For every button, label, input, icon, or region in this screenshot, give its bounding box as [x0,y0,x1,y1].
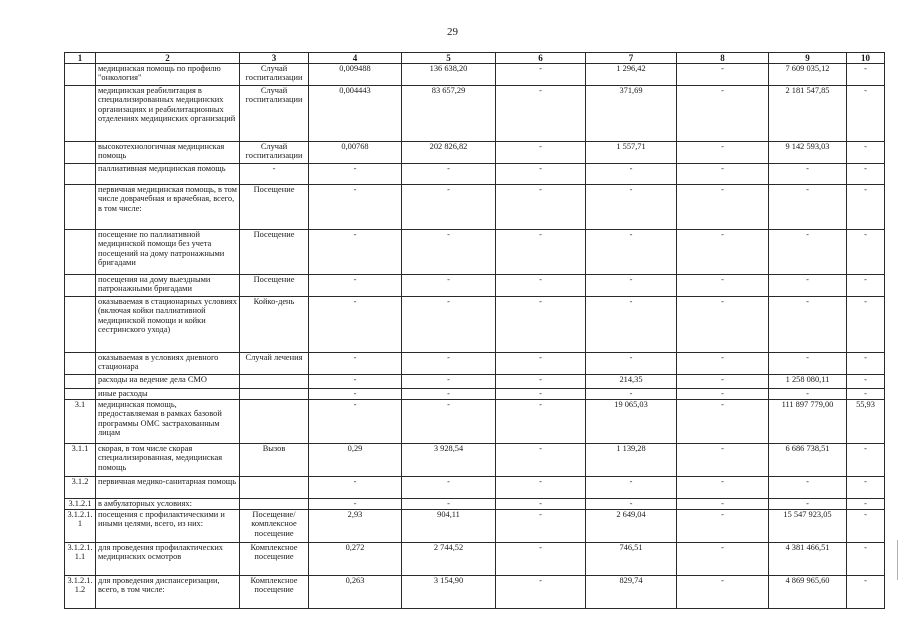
table-cell-col-8: - [677,389,769,400]
table-cell-col-2: расходы на ведение дела СМО [96,375,240,389]
table-cell-col-4: 0,009488 [309,64,402,86]
table-cell-col-2: иные расходы [96,389,240,400]
table-cell-col-4: - [309,389,402,400]
table-cell-col-4: 0,263 [309,576,402,609]
table-cell-col-1: 3.1.2 [65,477,96,499]
table-cell-col-4: - [309,477,402,499]
table-cell-col-4: 0,00768 [309,142,402,164]
table-cell-col-7: 214,35 [586,375,677,389]
table-cell-col-1: 3.1.2.1.1 [65,510,96,543]
table-cell-col-9: 7 609 035,12 [769,64,847,86]
column-header-6: 6 [496,53,586,64]
table-cell-col-3: Посещение/ комплексное посещение [240,510,309,543]
table-cell-col-7: - [586,477,677,499]
table-cell-col-2: в амбулаторных условиях: [96,499,240,510]
table-cell-col-3: Посещение [240,185,309,230]
table-cell-col-10: - [847,353,885,375]
table-cell-col-10: - [847,86,885,142]
table-cell-col-10: - [847,576,885,609]
table-cell-col-3: Случай госпитализации [240,64,309,86]
table-cell-col-3: Случай госпитализации [240,86,309,142]
table-cell-col-7: - [586,297,677,353]
table-cell-col-3: Случай госпитализации [240,142,309,164]
table-cell-col-9: - [769,297,847,353]
table-row [65,275,885,297]
table-cell-col-8: - [677,400,769,444]
table-cell-col-7: 1 557,71 [586,142,677,164]
table-cell-col-2: посещение по паллиативной медицинской помощи без учета посещений на дому патронажными бригадами [96,230,240,275]
table-cell-col-8: - [677,543,769,576]
table-cell-col-2: медицинская помощь по профилю "онкология" [96,64,240,86]
table-cell-col-2: первичная медицинская помощь, в том числе доврачебная и врачебная, всего, в том числе: [96,185,240,230]
table-cell-col-6: - [496,275,586,297]
table-cell-col-9: 2 181 547,85 [769,86,847,142]
table-row [65,576,885,609]
table-cell-col-3: Комплексное посещение [240,576,309,609]
table-cell-col-8: - [677,297,769,353]
table-cell-col-6: - [496,389,586,400]
table-cell-col-9: 6 686 738,51 [769,444,847,477]
table-cell-col-4: - [309,499,402,510]
table-cell-col-6: - [496,185,586,230]
table-cell-col-4: - [309,353,402,375]
table-cell-col-7: 1 139,28 [586,444,677,477]
table-cell-col-10: - [847,389,885,400]
table-cell-col-6: - [496,543,586,576]
table-cell-col-6: - [496,297,586,353]
table-row [65,510,885,543]
table-cell-col-3: Койко-день [240,297,309,353]
table-cell-col-6: - [496,230,586,275]
table-cell-col-9: - [769,230,847,275]
table-cell-col-1 [65,64,96,86]
table-cell-col-5: - [402,353,496,375]
table-cell-col-7: - [586,230,677,275]
table-cell-col-10: 55,93 [847,400,885,444]
table-cell-col-5: - [402,275,496,297]
table-cell-col-2: посещения на дому выездными патронажными бригадами [96,275,240,297]
table-cell-col-8: - [677,375,769,389]
table-cell-col-10: - [847,477,885,499]
table-cell-col-5: 202 826,82 [402,142,496,164]
table-cell-col-8: - [677,510,769,543]
table-cell-col-10: - [847,185,885,230]
table-cell-col-4: 2,93 [309,510,402,543]
table-cell-col-2: медицинская помощь, предоставляемая в рамках базовой программы ОМС застрахованным лицам [96,400,240,444]
table-cell-col-4: - [309,230,402,275]
table-cell-col-1: 3.1.2.1 [65,499,96,510]
table-cell-col-8: - [677,185,769,230]
table-cell-col-6: - [496,142,586,164]
table-cell-col-6: - [496,353,586,375]
table-cell-col-7: - [586,353,677,375]
table-cell-col-10: - [847,64,885,86]
table-cell-col-8: - [677,230,769,275]
table-cell-col-8: - [677,64,769,86]
table-cell-col-2: для проведения профилактических медицинских осмотров [96,543,240,576]
table-row [65,444,885,477]
table-row [65,543,885,576]
table-row [65,64,885,86]
table-cell-col-6: - [496,576,586,609]
column-header-10: 10 [847,53,885,64]
page-number: 29 [447,26,458,38]
table-cell-col-9: 1 258 080,11 [769,375,847,389]
table-cell-col-7: - [586,389,677,400]
table-cell-col-9: 9 142 593,03 [769,142,847,164]
table-cell-col-7: 19 065,03 [586,400,677,444]
table-cell-col-3: Посещение [240,230,309,275]
data-table [64,52,885,609]
table-cell-col-1 [65,353,96,375]
table-cell-col-2: оказываемая в условиях дневного стационара [96,353,240,375]
table-cell-col-1: 3.1.2.1.1.1 [65,543,96,576]
table-cell-col-8: - [677,275,769,297]
table-cell-col-3: - [240,164,309,185]
table-cell-col-6: - [496,375,586,389]
table-cell-col-7: - [586,499,677,510]
table-cell-col-4: - [309,375,402,389]
table-cell-col-7: 371,69 [586,86,677,142]
table-cell-col-8: - [677,444,769,477]
table-cell-col-5: - [402,164,496,185]
table-cell-col-7: 1 296,42 [586,64,677,86]
table-row [65,477,885,499]
table-cell-col-3 [240,499,309,510]
table-cell-col-1 [65,230,96,275]
table-cell-col-5: 3 928,54 [402,444,496,477]
table-cell-col-2: паллиативная медицинская помощь [96,164,240,185]
table-cell-col-5: - [402,499,496,510]
table-cell-col-5: 83 657,29 [402,86,496,142]
table-cell-col-7: - [586,275,677,297]
table-cell-col-5: - [402,230,496,275]
table-cell-col-6: - [496,444,586,477]
table-cell-col-7: 746,51 [586,543,677,576]
table-cell-col-9: - [769,185,847,230]
table-row [65,400,885,444]
column-header-4: 4 [309,53,402,64]
table-cell-col-1: 3.1.2.1.1.2 [65,576,96,609]
table-cell-col-4: 0,004443 [309,86,402,142]
table-cell-col-4: - [309,400,402,444]
table-header-row [65,53,885,64]
table-cell-col-6: - [496,400,586,444]
column-header-2: 2 [96,53,240,64]
table-cell-col-4: - [309,164,402,185]
table-cell-col-1: 3.1 [65,400,96,444]
column-header-1: 1 [65,53,96,64]
table-cell-col-10: - [847,275,885,297]
table-cell-col-5: 904,11 [402,510,496,543]
table-cell-col-1 [65,142,96,164]
table-cell-col-6: - [496,510,586,543]
table-cell-col-3 [240,375,309,389]
table-cell-col-10: - [847,297,885,353]
table-cell-col-8: - [677,477,769,499]
table-row [65,86,885,142]
table-row [65,230,885,275]
table-cell-col-7: - [586,185,677,230]
table-cell-col-5: - [402,389,496,400]
table-cell-col-5: - [402,185,496,230]
table-row [65,353,885,375]
column-header-3: 3 [240,53,309,64]
table-cell-col-8: - [677,576,769,609]
table-cell-col-2: оказываемая в стационарных условиях (включая койки паллиативной медицинской помощи и койки сестринского ухода) [96,297,240,353]
table-cell-col-7: 2 649,04 [586,510,677,543]
table-cell-col-10: - [847,230,885,275]
table-cell-col-2: посещения с профилактическими и иными целями, всего, из них: [96,510,240,543]
table-row [65,375,885,389]
table-cell-col-2: первичная медико-санитарная помощь [96,477,240,499]
table-cell-col-4: 0,272 [309,543,402,576]
scan-artifact-line [897,540,898,580]
table-cell-col-6: - [496,477,586,499]
table-cell-col-5: - [402,400,496,444]
column-header-9: 9 [769,53,847,64]
table-cell-col-10: - [847,164,885,185]
table-cell-col-5: 136 638,20 [402,64,496,86]
table-cell-col-3: Вызов [240,444,309,477]
table-cell-col-9: - [769,164,847,185]
table-cell-col-1: 3.1.1 [65,444,96,477]
table-cell-col-4: - [309,275,402,297]
table-cell-col-1 [65,185,96,230]
table-cell-col-10: - [847,375,885,389]
table-cell-col-9: - [769,477,847,499]
table-cell-col-7: 829,74 [586,576,677,609]
table-cell-col-1 [65,275,96,297]
table-cell-col-3 [240,400,309,444]
table-cell-col-4: - [309,297,402,353]
table-cell-col-9: - [769,389,847,400]
table-cell-col-5: - [402,477,496,499]
table-cell-col-3 [240,389,309,400]
table-cell-col-10: - [847,444,885,477]
table-cell-col-9: - [769,499,847,510]
table-cell-col-4: - [309,185,402,230]
table-cell-col-9: 15 547 923,05 [769,510,847,543]
table-cell-col-2: скорая, в том числе скорая специализированная, медицинская помощь [96,444,240,477]
table-cell-col-1 [65,389,96,400]
table-cell-col-4: 0,29 [309,444,402,477]
table-cell-col-10: - [847,142,885,164]
table-cell-col-10: - [847,543,885,576]
table-cell-col-8: - [677,142,769,164]
table-cell-col-5: 2 744,52 [402,543,496,576]
column-header-8: 8 [677,53,769,64]
table-row [65,164,885,185]
column-header-7: 7 [586,53,677,64]
table-cell-col-9: - [769,275,847,297]
table-cell-col-8: - [677,499,769,510]
table-cell-col-3: Комплексное посещение [240,543,309,576]
table-cell-col-6: - [496,164,586,185]
table-cell-col-10: - [847,510,885,543]
table-cell-col-1 [65,297,96,353]
table-row [65,185,885,230]
table-cell-col-1 [65,86,96,142]
table-cell-col-2: для проведения диспансеризации, всего, в том числе: [96,576,240,609]
table-cell-col-6: - [496,499,586,510]
table-cell-col-9: 4 869 965,60 [769,576,847,609]
table-cell-col-8: - [677,164,769,185]
table-cell-col-7: - [586,164,677,185]
table-cell-col-2: высокотехнологичная медицинская помощь [96,142,240,164]
column-header-5: 5 [402,53,496,64]
table-cell-col-1 [65,375,96,389]
table-cell-col-8: - [677,86,769,142]
table-row [65,499,885,510]
table-cell-col-3: Посещение [240,275,309,297]
table-cell-col-9: 4 381 466,51 [769,543,847,576]
table-cell-col-5: - [402,297,496,353]
table-cell-col-6: - [496,86,586,142]
table-cell-col-2: медицинская реабилитация в специализированных медицинских организациях и реабилитационных отделениях медицинских организаций [96,86,240,142]
table-cell-col-5: 3 154,90 [402,576,496,609]
table-body [65,64,885,609]
table-row [65,142,885,164]
table-row [65,297,885,353]
table-cell-col-8: - [677,353,769,375]
table-cell-col-3: Случай лечения [240,353,309,375]
table-cell-col-10: - [847,499,885,510]
table-cell-col-5: - [402,375,496,389]
table-row [65,389,885,400]
table-cell-col-6: - [496,64,586,86]
table-cell-col-3 [240,477,309,499]
table-cell-col-9: - [769,353,847,375]
table-cell-col-1 [65,164,96,185]
table-cell-col-9: 111 897 779,00 [769,400,847,444]
